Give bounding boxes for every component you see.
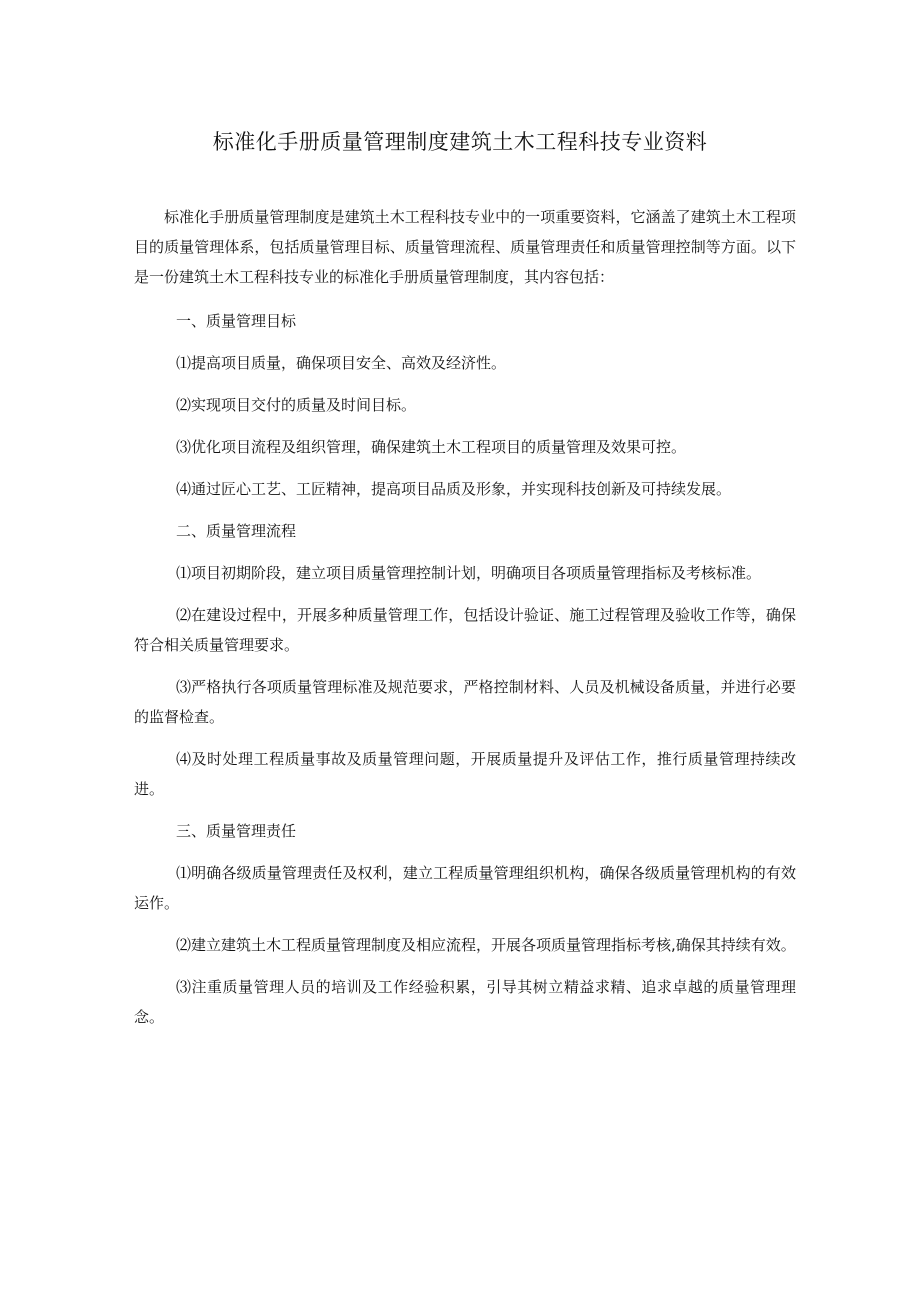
list-item: ⑶严格执行各项质量管理标准及规范要求，严格控制材料、人员及机械设备质量，并进行必要的监督检查。 <box>134 678 796 726</box>
list-item: ⑵建立建筑土木工程质量管理制度及相应流程，开展各项质量管理指标考核,确保其持续有效。 <box>176 936 796 954</box>
section-heading: 三、质量管理责任 <box>176 822 297 840</box>
list-item: ⑶优化项目流程及组织管理，确保建筑土木工程项目的质量管理及效果可控。 <box>176 438 687 456</box>
list-item: ⑶注重质量管理人员的培训及工作经验积累，引导其树立精益求精、追求卓越的质量管理理念。 <box>134 978 796 1026</box>
section-heading: 二、质量管理流程 <box>176 522 297 540</box>
document-title: 标准化手册质量管理制度建筑土木工程科技专业资料 <box>212 130 708 154</box>
list-item: ⑵实现项目交付的质量及时间目标。 <box>176 396 417 414</box>
section-heading: 一、质量管理目标 <box>176 312 297 330</box>
list-item: ⑴明确各级质量管理责任及权利，建立工程质量管理组织机构，确保各级质量管理机构的有效运作。 <box>134 864 796 912</box>
section-quality-goals <box>134 306 796 504</box>
list-item: ⑷通过匠心工艺、工匠精神，提高项目品质及形象，并实现科技创新及可持续发展。 <box>176 480 732 498</box>
list-item: ⑷及时处理工程质量事故及质量管理问题，开展质量提升及评估工作，推行质量管理持续改进。 <box>134 750 796 798</box>
list-item: ⑵在建设过程中，开展多种质量管理工作，包括设计验证、施工过程管理及验收工作等，确保符合相关质量管理要求。 <box>134 606 796 654</box>
document-body <box>134 202 796 1044</box>
list-item: ⑴提高项目质量，确保项目安全、高效及经济性。 <box>176 354 507 372</box>
list-item: ⑴项目初期阶段，建立项目质量管理控制计划，明确项目各项质量管理指标及考核标准。 <box>176 564 762 582</box>
section-quality-responsibility <box>134 816 796 1032</box>
intro-paragraph: 标准化手册质量管理制度是建筑土木工程科技专业中的一项重要资料，它涵盖了建筑土木工程项目的质量管理体系，包括质量管理目标、质量管理流程、质量管理责任和质量管理控制等方面。以下是一份建筑土木工程科技专业的标准化手册质量管理制度，其内容包括： <box>134 208 796 286</box>
section-quality-process <box>134 516 796 804</box>
